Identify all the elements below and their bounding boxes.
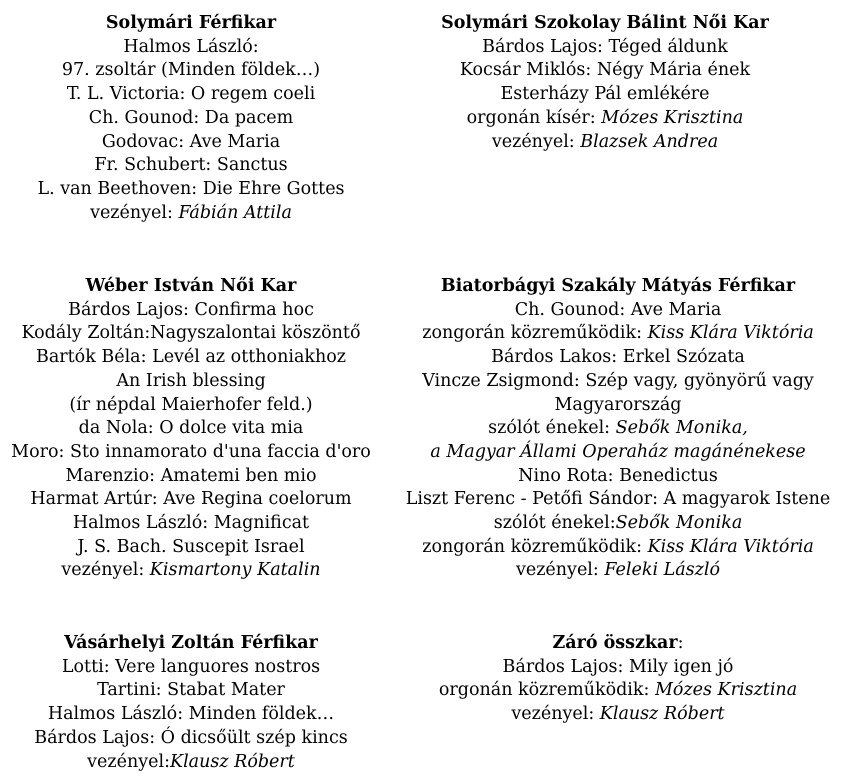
choir-title: Solymári Szokolay Bálint Női Kar <box>441 13 769 33</box>
program-line: Nino Rota: Benedictus <box>518 465 718 486</box>
program-block-zaro-osszkar <box>400 632 836 727</box>
conductor-line <box>0 202 382 226</box>
conductor-label: vezényel: <box>87 751 170 772</box>
conductor-name: Klausz Róbert <box>599 704 725 725</box>
program-line-text: Ch. Gounod: Da pacem <box>88 107 294 128</box>
program-line: Bárdos Lakos: Erkel Szózata <box>491 347 745 368</box>
program-line: da Nola: O dolce vita mia <box>78 418 304 439</box>
soloist-label: szólót énekel: <box>493 513 616 534</box>
soloist-line <box>400 512 836 536</box>
conductor-name: Blazsek Andrea <box>580 131 719 152</box>
program-line: Bartók Béla: Levél az otthoniakhoz <box>35 347 347 368</box>
choir-title: Solymári Férfikar <box>105 13 277 33</box>
program-line: Bárdos Lajos: Mily igen jó <box>502 656 734 677</box>
conductor-name: Feleki László <box>604 560 721 581</box>
pianist-label: zongorán közreműködik: <box>422 323 648 344</box>
program-block-szokolay-noi-kar <box>400 12 810 154</box>
conductor-line <box>400 703 836 727</box>
choir-title: Biatorbágyi Szakály Mátyás Férfikar <box>440 276 796 296</box>
soloist-role: a Magyar Állami Operaház magánénekese <box>430 441 806 462</box>
program-line: Kocsár Miklós: Négy Mária ének <box>459 60 751 81</box>
program-line: Halmos László: Magnificat <box>72 513 310 534</box>
conductor-line <box>0 751 382 775</box>
conductor-label: vezényel: <box>515 560 605 581</box>
conductor-line <box>400 131 810 155</box>
organist-name: Mózes Krisztina <box>601 107 744 128</box>
organist-line <box>400 107 810 131</box>
organist-label: orgonán kísér: <box>466 107 602 128</box>
conductor-label: vezényel: <box>491 131 581 152</box>
program-block-solymari-ferfikar <box>0 12 382 225</box>
program-line: Magyarország <box>554 394 682 415</box>
soloist-label: szólót énekel: <box>488 418 616 439</box>
soloist-name: Sebők Monika, <box>615 418 748 439</box>
conductor-label: vezényel: <box>511 704 600 725</box>
program-line: J. S. Bach. Suscepit Israel <box>77 536 305 557</box>
conductor-line <box>400 559 836 583</box>
program-line: Marenzio: Amatemi ben mio <box>65 465 317 486</box>
pianist-line <box>400 322 836 346</box>
conductor-name: Kismartony Katalin <box>149 560 321 581</box>
program-line: Halmos László: Minden földek… <box>47 704 335 725</box>
conductor-name: Fábián Attila <box>178 202 292 223</box>
program-line: Harmat Artúr: Ave Regina coelorum <box>30 489 352 510</box>
organist-line <box>400 679 836 703</box>
pianist-line <box>400 536 836 560</box>
organist-label: orgonán közreműködik: <box>438 680 655 701</box>
choir-title-line <box>400 632 836 656</box>
program-line: Vincze Zsigmond: Szép vagy, gyönyörű vagy <box>422 370 814 391</box>
program-line: Bárdos Lajos: Téged áldunk <box>482 36 728 57</box>
program-line: Tartini: Stabat Mater <box>97 680 285 701</box>
program-line: Halmos László: <box>123 36 259 57</box>
program-line-with-cursor <box>0 107 382 131</box>
soloist-name: Sebők Monika <box>615 513 743 534</box>
program-line: Kodály Zoltán:Nagyszalontai köszöntő <box>21 323 361 344</box>
program-line: An Irish blessing <box>116 370 266 391</box>
program-line: Ch. Gounod: Ave Maria <box>514 299 722 320</box>
program-block-weber-noi-kar <box>0 275 382 583</box>
program-line: Fr. Schubert: Sanctus <box>94 155 288 176</box>
conductor-name: Klausz Róbert <box>170 751 295 772</box>
program-line: Moro: Sto innamorato d'una faccia d'oro <box>11 441 371 462</box>
program-line: L. van Beethoven: Die Ehre Gottes <box>37 178 345 199</box>
conductor-line <box>0 559 382 583</box>
program-line: Godovac: Ave Maria <box>101 131 281 152</box>
organist-name: Mózes Krisztina <box>654 680 798 701</box>
choir-title: Záró összkar <box>552 633 678 653</box>
program-line: 97. zsoltár (Minden földek…) <box>61 60 321 81</box>
program-line: (ír népdal Maierhofer feld.) <box>69 394 313 415</box>
pianist-name: Kiss Klára Viktória <box>647 323 814 344</box>
choir-title-suffix: : <box>677 633 684 653</box>
conductor-label: vezényel: <box>61 560 150 581</box>
choir-title: Wéber István Női Kar <box>85 276 297 296</box>
program-line: Lotti: Vere languores nostros <box>61 656 321 677</box>
choir-title: Vásárhelyi Zoltán Férfikar <box>64 633 318 653</box>
program-block-biatorbagyi-ferfikar <box>400 275 836 583</box>
program-line: Bárdos Lajos: Confirma hoc <box>68 299 314 320</box>
program-line: Liszt Ferenc - Petőfi Sándor: A magyarok Istene <box>405 489 831 510</box>
program-line: T. L. Victoria: O regem coeli <box>66 84 316 105</box>
program-block-vasarhelyi-ferfikar <box>0 632 382 774</box>
conductor-label: vezényel: <box>90 202 179 223</box>
pianist-label: zongorán közreműködik: <box>422 536 648 557</box>
program-line: Esterházy Pál emlékére <box>500 84 710 105</box>
soloist-line <box>400 417 836 441</box>
program-line: Bárdos Lajos: Ó dicsőült szép kincs <box>34 727 348 748</box>
pianist-name: Kiss Klára Viktória <box>647 536 814 557</box>
